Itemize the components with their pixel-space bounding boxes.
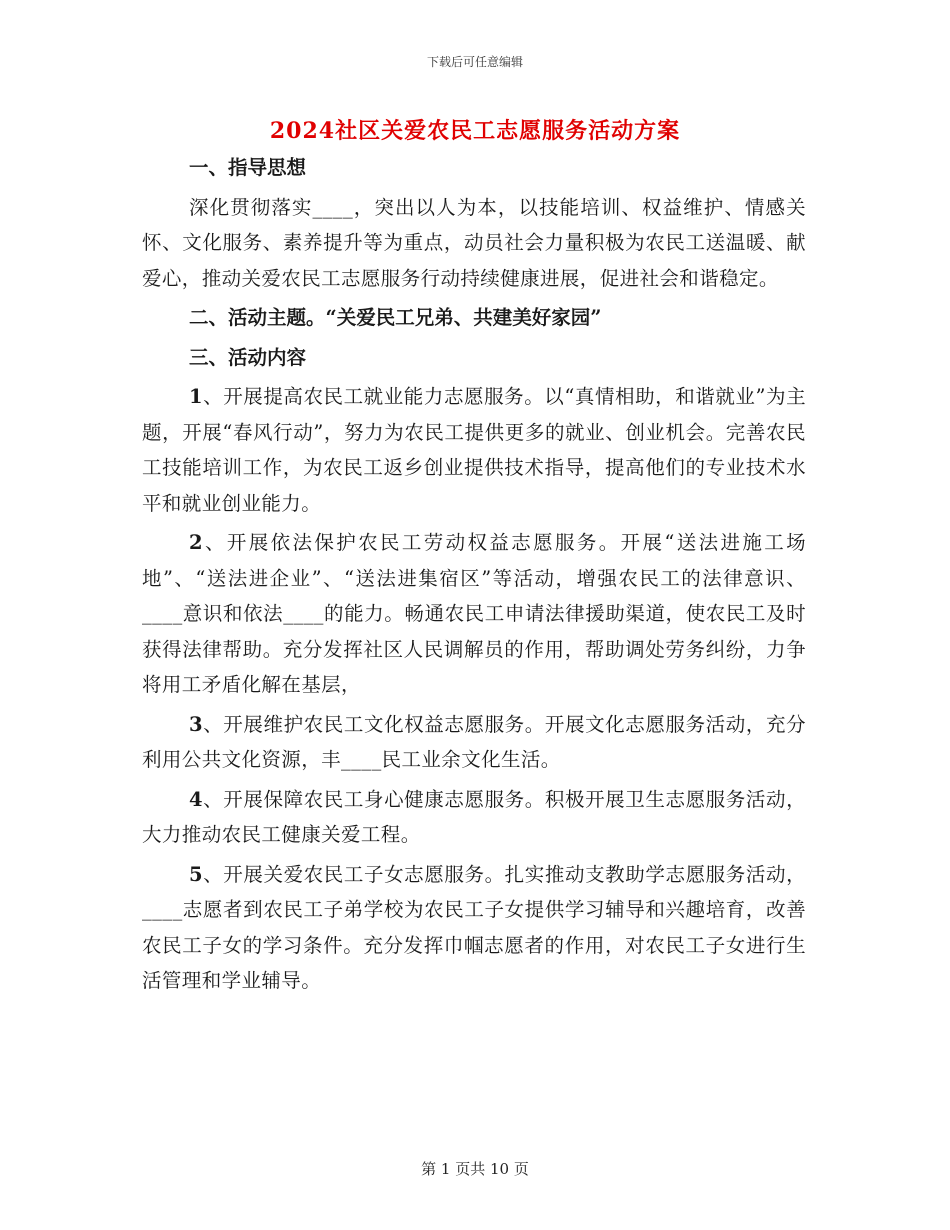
item-number: 2 [189, 531, 203, 554]
item-number: 5 [189, 862, 203, 886]
document-body [142, 150, 806, 1003]
paragraph-guiding-ideology: 深化贯彻落实____，突出以人为本，以技能培训、权益维护、情感关怀、文化服务、素养提升等为重点，动员社会力量积极为农民工送温暖、献爱心，推动关爱农民工志愿服务行动持续健康进展，促进社会和谐稳定。 [142, 195, 806, 290]
section-heading-activity-content: 三、活动内容 [189, 345, 307, 369]
item-number: 1 [189, 385, 203, 408]
item-number: 4 [189, 787, 203, 811]
list-item-employment [142, 379, 806, 521]
section-heading-activity-theme: 二、活动主题。“关爱民工兄弟、共建美好家园” [189, 306, 602, 329]
item-text: 、开展保障农民工身心健康志愿服务。积极开展卫生志愿服务活动，大力推动农民工健康关爱工程。 [142, 787, 806, 846]
item-text: 、开展依法保护农民工劳动权益志愿服务。开展“送法进施工场地”、“送法进企业”、“送法进集宿区”等活动，增强农民工的法律意识、____意识和依法____的能力。畅通农民工申请法律援助渠道，使农民工及时获得法律帮助。充分发挥社区人民调解员的作用，帮助调处劳务纠纷，力争将用工矛盾化解在基层， [142, 531, 806, 696]
item-text: 、开展关爱农民工子女志愿服务。扎实推动支教助学志愿服务活动，____志愿者到农民工子弟学校为农民工子女提供学习辅导和兴趣培育，改善农民工子女的学习条件。充分发挥巾帼志愿者的作用，对农民工子女进行生活管理和学业辅导。 [142, 862, 806, 992]
page-header-note: 下载后可任意编辑 [426, 55, 523, 69]
item-text: 、开展提高农民工就业能力志愿服务。以“真情相助，和谐就业”为主题，开展“春风行动”，努力为农民工提供更多的就业、创业机会。完善农民工技能培训工作，为农民工返乡创业提供技术指导，提高他们的专业技术水平和就业创业能力。 [142, 385, 806, 515]
item-text: 、开展维护农民工文化权益志愿服务。开展文化志愿服务活动，充分利用公共文化资源，丰____民工业余文化生活。 [142, 712, 806, 771]
item-number: 3 [189, 712, 203, 736]
document-title: 2024社区关爱农民工志愿服务活动方案 [269, 118, 681, 144]
list-item-labor-rights [142, 525, 806, 703]
list-item-cultural-rights [142, 707, 806, 778]
list-item-health [142, 782, 806, 853]
list-item-children [142, 857, 806, 999]
page-number-footer: 第 1 页共 10 页 [421, 1160, 529, 1178]
section-heading-guiding-ideology: 一、指导思想 [189, 156, 307, 179]
